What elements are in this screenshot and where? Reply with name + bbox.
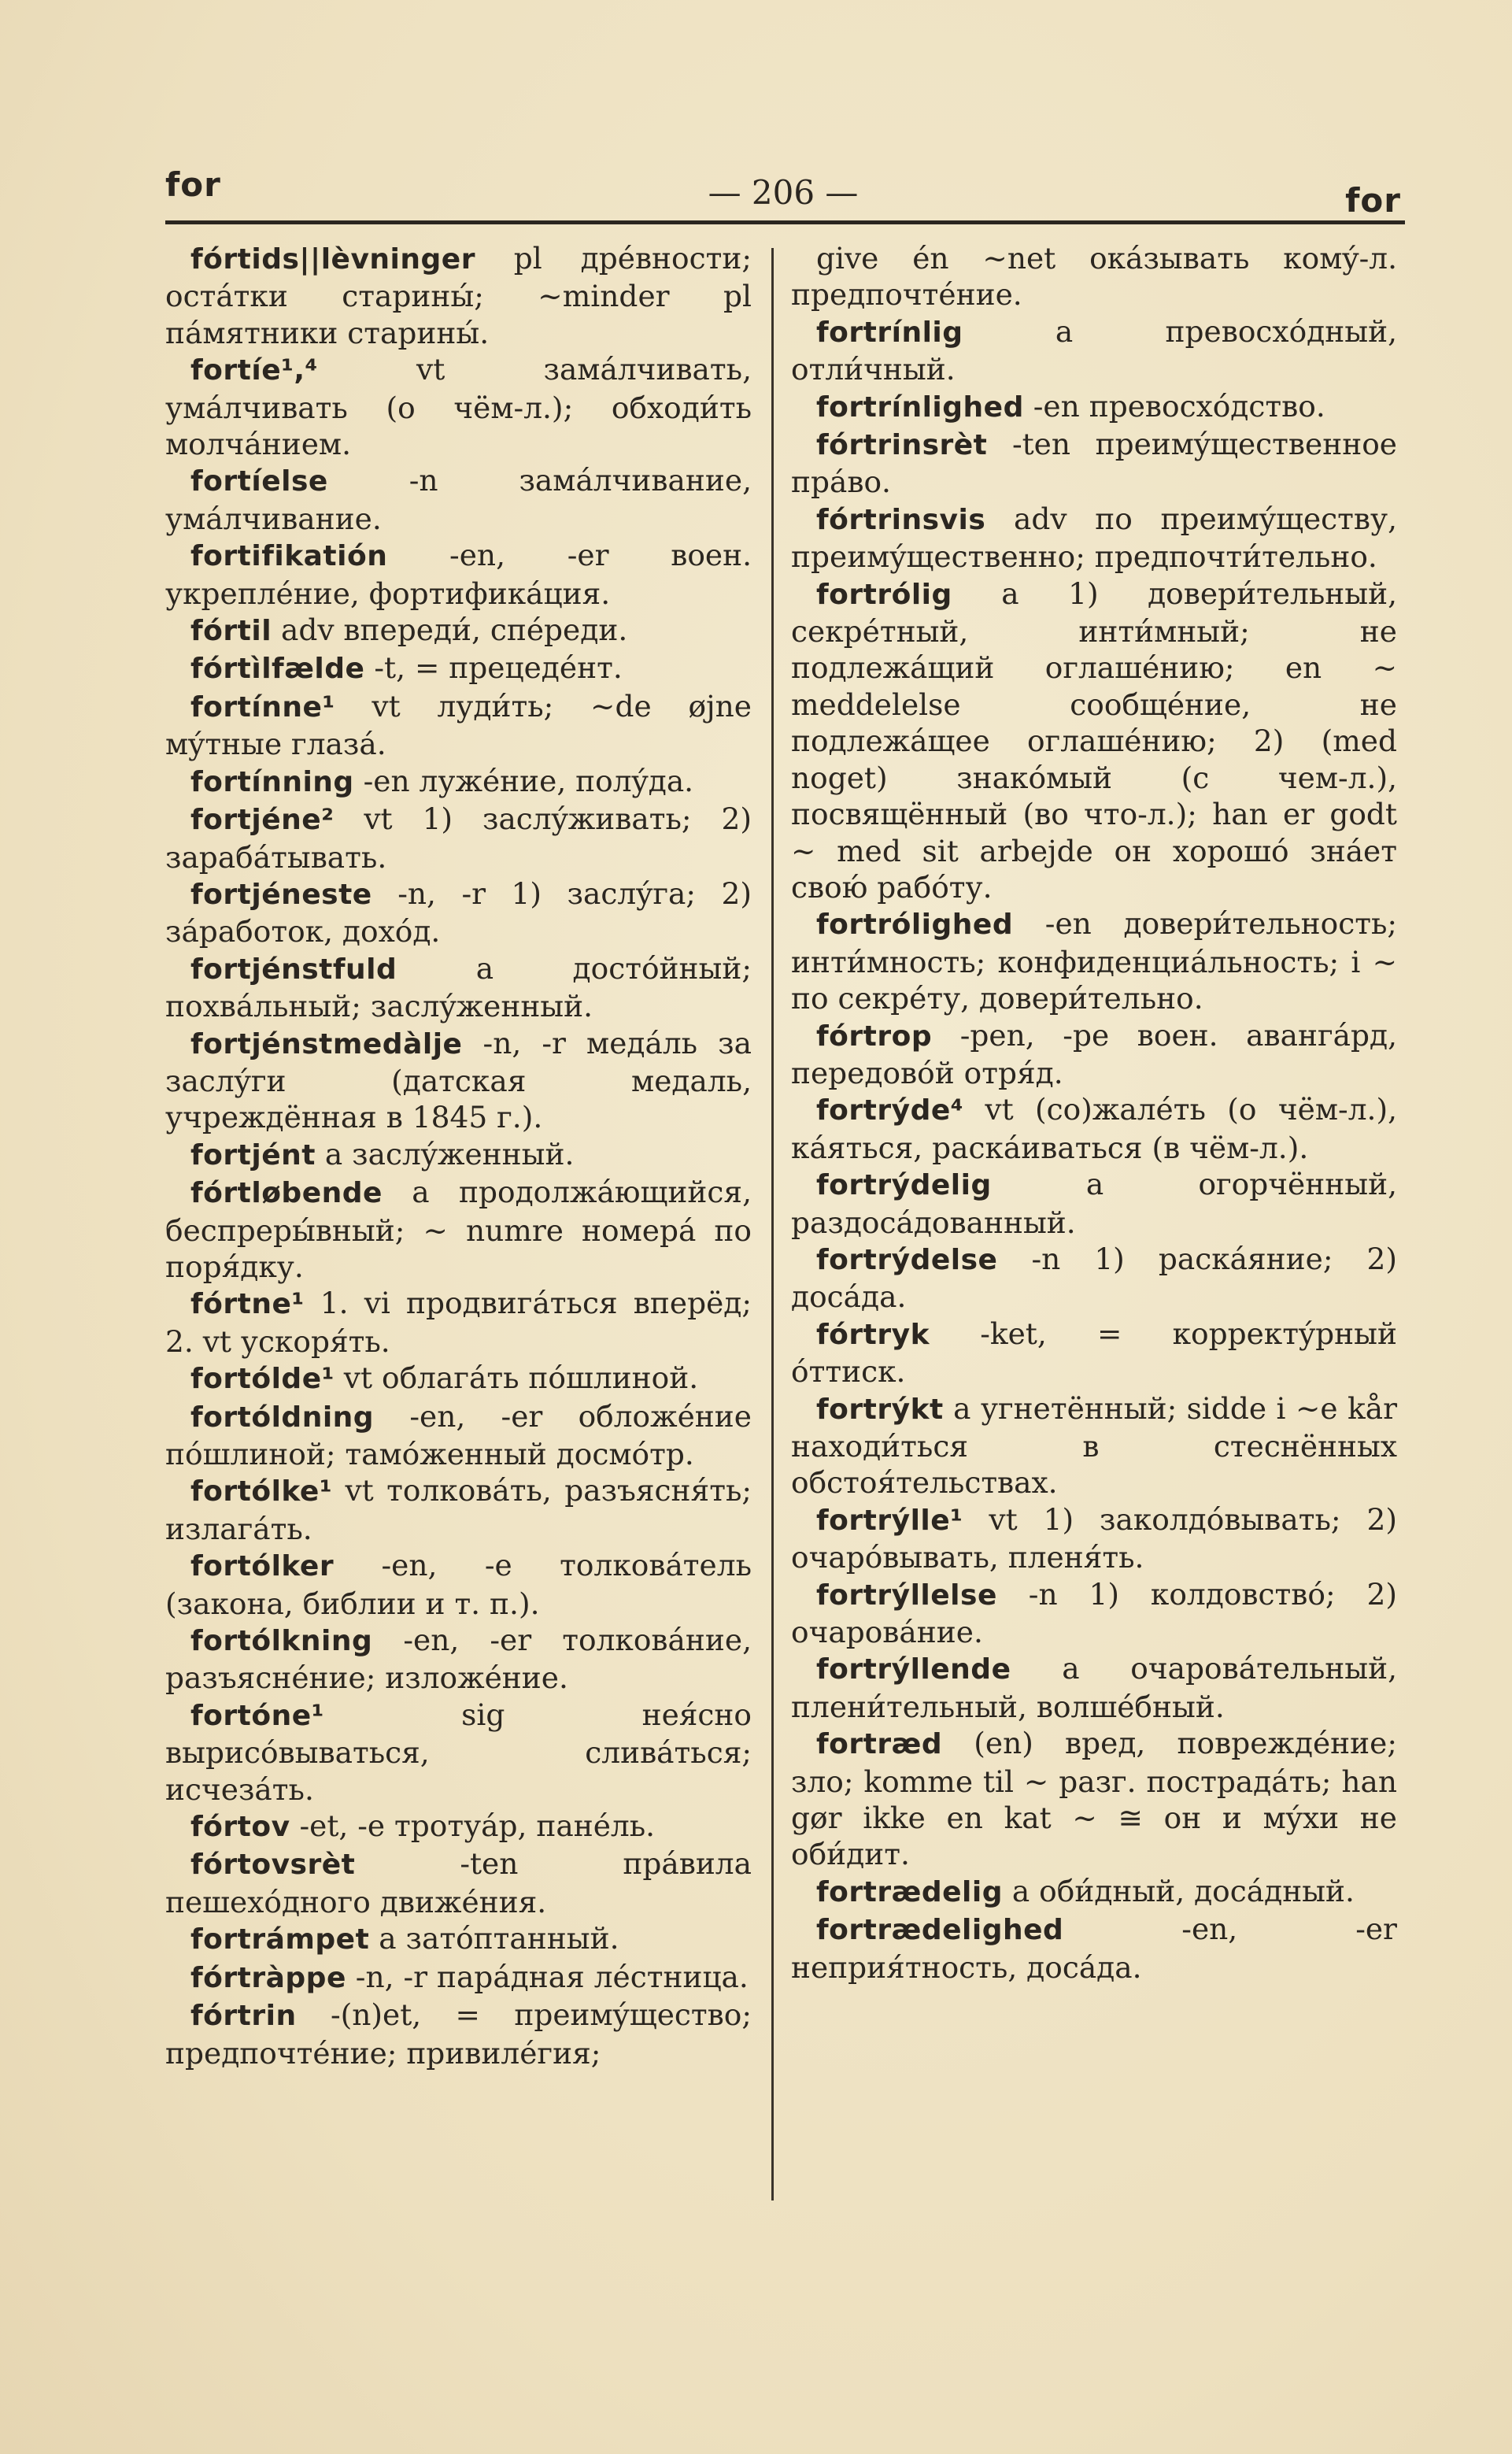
entry-definition: -en превосхóдство. xyxy=(1023,388,1325,424)
dictionary-entry xyxy=(791,1501,1397,1576)
dictionary-entry xyxy=(165,1547,752,1622)
dictionary-entry xyxy=(165,801,752,875)
dictionary-entry xyxy=(791,313,1397,388)
dictionary-entry xyxy=(791,1316,1397,1390)
page-number: — 206 — xyxy=(708,173,859,212)
dictionary-entry xyxy=(791,501,1397,576)
column-divider xyxy=(771,248,774,2200)
headword: fortrýde⁴ xyxy=(816,1094,964,1127)
dictionary-entry xyxy=(165,1472,752,1547)
headword: fórtne¹ xyxy=(190,1288,305,1321)
entry-definition: -en, -er воен. укреплéние, фортификáция. xyxy=(165,538,752,611)
right-guide-word: for xyxy=(1345,181,1401,220)
entry-definition: -ten прáвила пешехóдного движéния. xyxy=(165,1846,752,1919)
dictionary-entry xyxy=(791,1725,1397,1873)
headword: fortínne¹ xyxy=(190,690,335,724)
dictionary-entry xyxy=(165,1697,752,1808)
dictionary-entry xyxy=(791,1576,1397,1651)
dictionary-entry xyxy=(165,1025,752,1136)
dictionary-entry xyxy=(791,426,1397,501)
entry-definition: -n, -r 1) заслýга; 2) зáработок, дохóд. xyxy=(165,875,752,949)
headword: fortólde¹ xyxy=(190,1363,335,1396)
entry-definition: -en, -er обложéние пóшлиной; тамóженный досмóтр. xyxy=(165,1398,752,1471)
dictionary-entry xyxy=(165,950,752,1025)
headword: fortræd xyxy=(816,1728,943,1761)
dictionary-entry xyxy=(165,650,752,687)
headword: fórtryk xyxy=(816,1318,930,1351)
dictionary-entry xyxy=(791,1091,1397,1166)
dictionary-entry xyxy=(165,1398,752,1473)
dictionary-entry xyxy=(165,462,752,537)
dictionary-entry xyxy=(791,1650,1397,1725)
headword: fortrólighed xyxy=(816,909,1014,942)
headword: fórtrinsrèt xyxy=(816,429,988,462)
headword: fortrædelighed xyxy=(816,1914,1064,1947)
dictionary-entry xyxy=(165,1997,752,2071)
dictionary-entry xyxy=(165,612,752,650)
headword: fortrýkt xyxy=(816,1393,944,1426)
dictionary-entry xyxy=(791,1873,1397,1911)
headword: fortifikatión xyxy=(190,540,388,573)
headword: fortrýllelse xyxy=(816,1579,997,1612)
entry-definition: -en, -er толковáние, разъяснéние; изложéние. xyxy=(165,1623,752,1696)
dictionary-entry xyxy=(165,1360,752,1397)
entry-definition: -en, -e толковáтель (закона, библии и т. п.). xyxy=(165,1548,752,1621)
entry-definition: -et, -e тротуáр, панéль. xyxy=(290,1808,656,1844)
entry-definition: -en, -er неприя́тность, досáда. xyxy=(791,1912,1397,1985)
headword: fórtrop xyxy=(816,1020,933,1053)
left-guide-word: for xyxy=(165,165,221,204)
entry-definition: a угнетённый; sidde i ~e kår находи́ться в стеснённых обстоя́тельствах. xyxy=(791,1390,1397,1501)
dictionary-entry xyxy=(165,537,752,612)
entry-definition: 1. vi продвигáться вперёд; 2. vt ускоря́ть. xyxy=(165,1286,752,1359)
entry-definition: adv по преимýществу, преимýщественно; предпочти́тельно. xyxy=(791,501,1397,575)
dictionary-entry xyxy=(165,1136,752,1174)
entry-definition: -t, = прецедéнт. xyxy=(364,650,623,686)
headword: fortjéneste xyxy=(190,878,372,911)
entry-definition: -n замáлчивание, умáлчивание. xyxy=(165,463,752,536)
entry-definition: vt луди́ть; ~de øjne мýтные глазá. xyxy=(165,688,752,762)
entry-definition: a затóптанный. xyxy=(369,1921,619,1956)
dictionary-entry xyxy=(165,240,752,351)
entry-definition: -en довери́тельность; инти́мность; конфиденциáльность; i ~ по секрéту, довери́тельно. xyxy=(791,906,1397,1016)
entry-definition: a продолжáющийся, беспреры́вный; ~ numre номерá по поря́дку. xyxy=(165,1175,752,1284)
entry-definition: vt облагáть пóшлиной. xyxy=(334,1360,699,1396)
headword: fortjént xyxy=(190,1138,316,1171)
dictionary-entry xyxy=(165,1174,752,1285)
entry-definition: a оби́дный, досáдный. xyxy=(1002,1873,1355,1908)
left-column xyxy=(165,240,752,2071)
headword: fortrínlig xyxy=(816,316,963,349)
entry-definition: a огорчённый, раздосáдованный. xyxy=(791,1167,1397,1240)
headword: fortrýdelig xyxy=(816,1169,992,1202)
headword: fortrólig xyxy=(816,578,952,611)
dictionary-entry xyxy=(791,576,1397,906)
entry-definition: a превосхóдный, отли́чный. xyxy=(791,313,1397,387)
entry-definition: vt (со)жалéть (о чём-л.), кáяться, раскáиваться (в чём-л.). xyxy=(791,1092,1397,1165)
entry-definition: -n 1) раскáяние; 2) досáда. xyxy=(791,1241,1397,1315)
dictionary-entry xyxy=(165,351,752,462)
headword: fortrínlighed xyxy=(816,390,1024,424)
entry-definition: a 1) довери́тельный, секрéтный, инти́мный; не подлежáщий оглашéнию; en ~ meddelelse сообщéние, не подлежáщее оглашéнию; 2) (med noget) знакóмый (с чем-л.), посвящённый (во что-л.); han er godt ~ med sit arbejde он хорошó знáет свою́ рабóту. xyxy=(791,576,1397,905)
headword: fortjénstfuld xyxy=(190,953,397,986)
dictionary-entry xyxy=(791,1017,1397,1092)
entry-definition: -pen, -pe воен. авангáрд, передовóй отря́д. xyxy=(791,1017,1397,1090)
entry-definition: -en лужéние, полýда. xyxy=(353,763,694,798)
headword: fortóne¹ xyxy=(190,1699,324,1732)
dictionary-entry xyxy=(165,1920,752,1958)
entry-definition: vt замáлчивать, умáлчивать (о чём-л.); обходи́ть молчáнием. xyxy=(165,352,752,462)
right-column xyxy=(791,240,1397,1986)
entry-definition: a очаровáтельный, плени́тельный, волшéбный. xyxy=(791,1651,1397,1724)
entry-definition: vt толковáть, разъясня́ть; излагáть. xyxy=(165,1473,752,1546)
entry-definition: give én ~net окáзывать комý-л. предпочтéние. xyxy=(791,241,1397,313)
entry-definition: a заслýженный. xyxy=(315,1136,575,1171)
entry-definition: (en) вред, повреждéние; злo; komme til ~ разг. пострадáть; han gør ikke en kat ~ ≅ он и мýхи не оби́дит. xyxy=(791,1726,1397,1872)
dictionary-entry xyxy=(791,1390,1397,1501)
entry-definition: -(n)et, = преимýщество; предпочтéние; привилéгия; xyxy=(165,1997,752,2071)
headword: fortólkning xyxy=(190,1625,373,1658)
headword: fortólker xyxy=(190,1550,335,1583)
headword: fortrámpet xyxy=(190,1923,370,1956)
dictionary-entry xyxy=(791,1241,1397,1316)
headword: fortóldning xyxy=(190,1401,375,1434)
headword: fortíe¹,⁴ xyxy=(190,354,318,387)
dictionary-entry xyxy=(791,388,1397,426)
entry-definition: -n, -r медáль за заслýги (датская медаль, учреждённая в 1845 г.). xyxy=(165,1025,752,1135)
dictionary-entry xyxy=(791,240,1397,313)
headword: fórtids||lèvninger xyxy=(190,243,475,276)
entry-definition: -n 1) колдовствó; 2) очаровáние. xyxy=(791,1576,1397,1650)
headword: fórtràppe xyxy=(190,1961,346,1994)
headword: fortjéne² xyxy=(190,804,335,837)
entry-definition: adv впереди́, спéреди. xyxy=(272,613,628,648)
entry-definition: a достóйный; похвáльный; заслýженный. xyxy=(165,950,752,1024)
dictionary-entry xyxy=(165,875,752,950)
dictionary-entry xyxy=(165,1622,752,1697)
headword: fortrýllende xyxy=(816,1653,1011,1686)
headword: fortíelse xyxy=(190,465,328,498)
headword: fortrýlle¹ xyxy=(816,1504,963,1537)
dictionary-entry xyxy=(165,1285,752,1360)
entry-definition: -ten преимýщественное прáво. xyxy=(791,427,1397,500)
dictionary-entry xyxy=(791,1166,1397,1241)
headword: fortólke¹ xyxy=(190,1475,333,1508)
entry-definition: sig нея́сно вырисóвываться, сливáться; исчезáть. xyxy=(165,1697,752,1807)
headword: fórtìlfælde xyxy=(190,653,365,686)
entry-definition: vt 1) заслýживать; 2) зарабáтывать. xyxy=(165,801,752,875)
headword: fórtrin xyxy=(190,2000,297,2033)
headword: fórtrinsvis xyxy=(816,503,986,536)
headword: fórtovsrèt xyxy=(190,1849,356,1882)
headword: fortjénstmedàlje xyxy=(190,1027,463,1060)
dictionary-entry xyxy=(165,1808,752,1845)
dictionary-entry xyxy=(791,905,1397,1016)
entry-definition: -n, -r парáдная лéстница. xyxy=(346,1959,749,1994)
headword: fortrýdelse xyxy=(816,1243,998,1276)
entry-definition: pl дрéвности; остáтки старины́; ~minder pl пáмятники старины́. xyxy=(165,241,752,350)
dictionary-entry xyxy=(165,1959,752,1997)
page-header xyxy=(165,157,1401,220)
dictionary-entry xyxy=(791,1911,1397,1986)
headword: fórtov xyxy=(190,1811,290,1844)
headword: fórtil xyxy=(190,615,272,648)
entry-definition: -ket, = корректýрный óттиск. xyxy=(791,1316,1397,1390)
headword: fórtløbende xyxy=(190,1177,383,1210)
header-rule xyxy=(165,220,1405,224)
entry-definition: vt 1) заколдóвывать; 2) очарóвывать, пленя́ть. xyxy=(791,1501,1397,1575)
dictionary-entry xyxy=(165,1845,752,1920)
dictionary-entry xyxy=(165,688,752,763)
dictionary-entry xyxy=(165,763,752,801)
headword: fortínning xyxy=(190,765,354,798)
headword: fortrædelig xyxy=(816,1875,1003,1908)
